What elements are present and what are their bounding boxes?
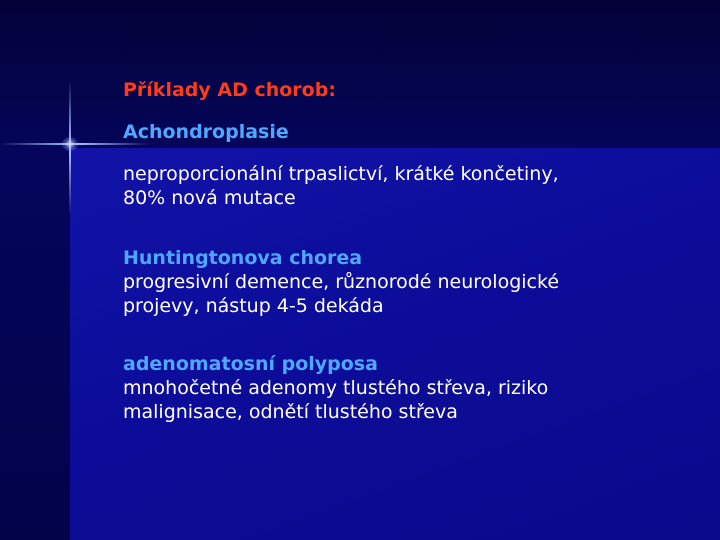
item-title-huntington: Huntingtonova chorea <box>123 247 363 269</box>
item-text-achondroplasie: neproporcionální trpaslictví, krátké končetiny, 80% nová mutace <box>123 163 559 209</box>
sparkle-icon <box>62 137 78 151</box>
item-text-huntington: progresivní demence, různorodé neurologické projevy, nástup 4-5 dekáda <box>123 271 560 317</box>
background-left-band <box>0 148 70 540</box>
slide-content <box>123 78 683 424</box>
item-title-achondroplasie: Achondroplasie <box>123 121 289 143</box>
slide-heading: Příklady AD chorob: <box>123 79 336 101</box>
item-text-polyposa: mnohočetné adenomy tlustého střeva, riziko malignisace, odnětí tlustého střeva <box>123 377 549 423</box>
item-title-polyposa: adenomatosní polyposa <box>123 353 378 375</box>
